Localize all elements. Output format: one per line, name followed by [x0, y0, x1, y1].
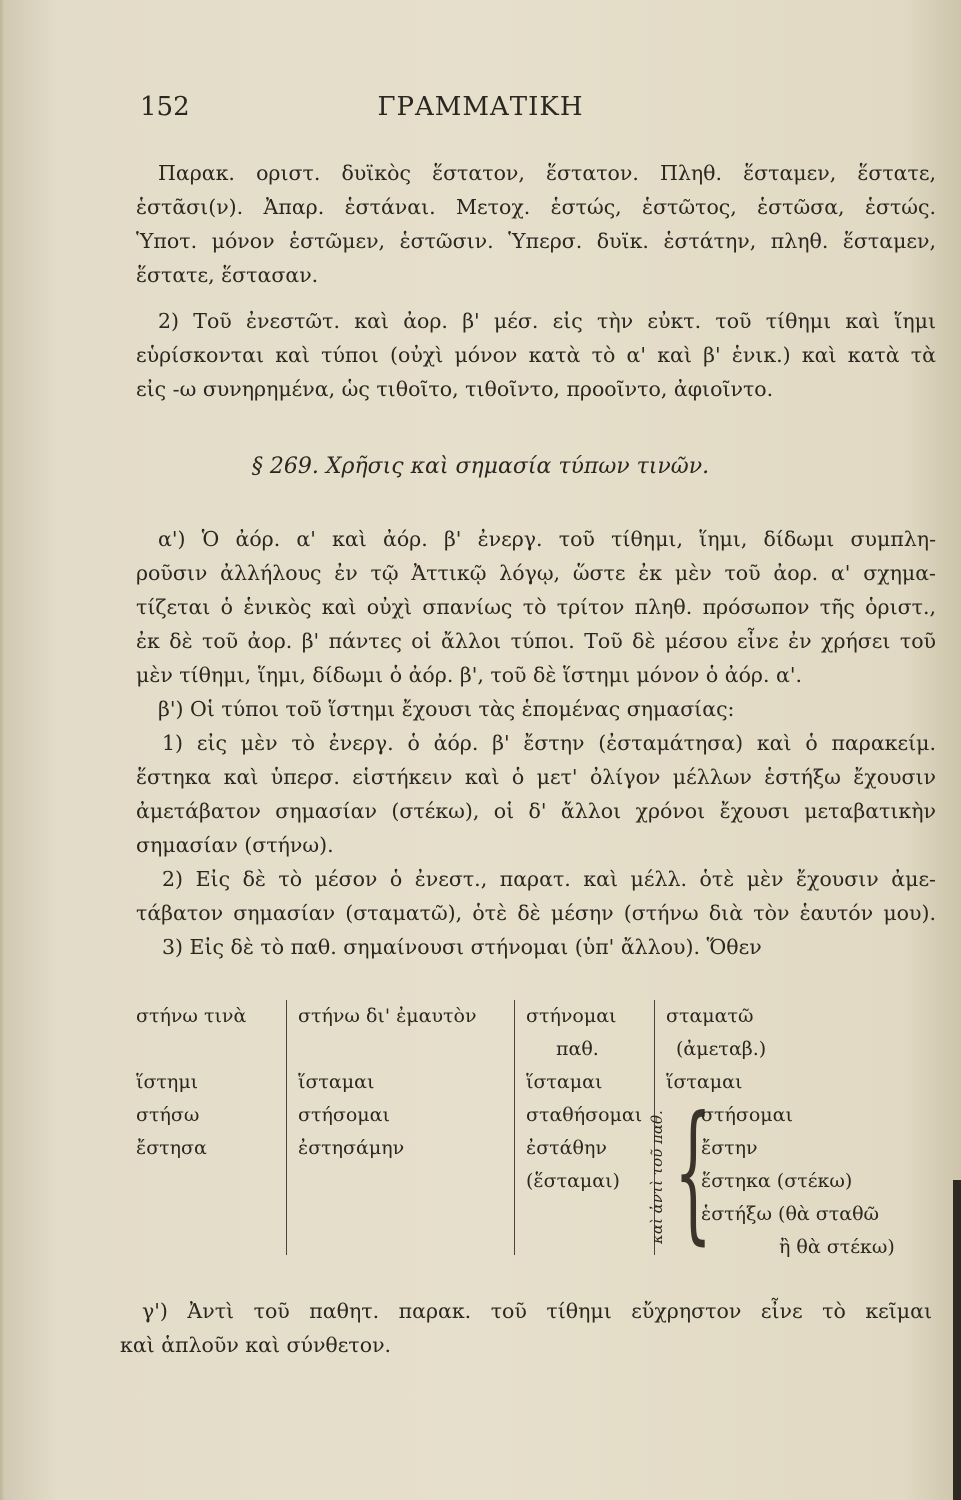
- table-cell: (ἕσταμαι): [526, 1170, 620, 1192]
- text-line: εὑρίσκονται καὶ τύποι (οὐχὶ μόνον κατὰ τὸ α' καὶ β' ἑνικ.) καὶ κατὰ τὰ: [136, 343, 936, 367]
- text-line: ἕστατε, ἕστασαν.: [136, 263, 319, 287]
- text-line: τίζεται ὁ ἑνικὸς καὶ οὐχὶ σπανίως τὸ τρίτον πληθ. πρόσωπον τῆς ὁριστ.,: [136, 595, 936, 619]
- text-line: γ') Ἀντὶ τοῦ παθητ. παρακ. τοῦ τίθημι εὔχρηστον εἶνε τὸ κεῖμαι: [142, 1299, 932, 1323]
- text-line: τάβατον σημασίαν (σταματῶ), ὁτὲ δὲ μέσην (στήνω διὰ τὸν ἑαυτόν μου).: [136, 901, 936, 925]
- column-header: στήνω δι' ἐμαυτὸν: [298, 1005, 477, 1027]
- table-cell: ἕστηκα (στέκω): [701, 1170, 853, 1192]
- text-line: Παρακ. οριστ. δυϊκὸς ἕστατον, ἕστατον. Πληθ. ἕσταμεν, ἕστατε,: [158, 161, 936, 185]
- table-cell: στήσομαι: [298, 1104, 390, 1126]
- text-line: σημασίαν (στήνω).: [136, 833, 334, 857]
- table-column: [526, 1000, 651, 1270]
- running-title: ΓΡΑΜΜΑΤΙΚΗ: [377, 92, 584, 122]
- text-line: 2) Εἰς δὲ τὸ μέσον ὁ ἐνεστ., παρατ. καὶ μέλλ. ὁτὲ μὲν ἔχουσιν ἀμε-: [162, 867, 936, 891]
- page-number: 152: [140, 92, 190, 122]
- table-cell: ἵσταμαι: [298, 1071, 375, 1093]
- column-divider: [286, 1000, 287, 1255]
- table-cell: ἢ θὰ στέκω): [779, 1236, 895, 1258]
- text-line: καὶ ἁπλοῦν καὶ σύνθετον.: [120, 1333, 392, 1357]
- column-header: στήνομαι: [526, 1005, 617, 1027]
- column-header: στήνω τινὰ: [136, 1005, 247, 1027]
- page-edge: [0, 0, 6, 1500]
- table-cell: ἔστην: [701, 1137, 758, 1159]
- text-line: ροῦσιν ἀλλήλους ἐν τῷ Ἀττικῷ λόγῳ, ὥστε ἐκ μὲν τοῦ ἀορ. α' σχημα-: [136, 561, 936, 585]
- page-header: [0, 92, 961, 132]
- binding-edge: [953, 1180, 961, 1500]
- text-line: μὲν τίθημι, ἵημι, δίδωμι ὁ ἀόρ. β', τοῦ δὲ ἵστημι μόνον ὁ ἀόρ. α'.: [136, 663, 802, 687]
- column-header: σταματῶ: [666, 1005, 754, 1027]
- text-line: 1) εἰς μὲν τὸ ἐνεργ. ὁ ἀόρ. β' ἔστην (ἐσταμάτησα) καὶ ὁ παρακείμ.: [162, 731, 936, 755]
- table-column: [298, 1000, 513, 1270]
- table-cell: ἵστημι: [136, 1071, 199, 1093]
- conjugation-table: [136, 1000, 926, 1270]
- table-cell: στήσω: [136, 1104, 200, 1126]
- paragraph-2: [136, 304, 936, 406]
- table-cell: ἐστάθην: [526, 1137, 607, 1159]
- text-line: Ὑποτ. μόνον ἑστῶμεν, ἑστῶσιν. Ὑπερσ. δυϊκ. ἑστάτην, πληθ. ἕσταμεν,: [136, 229, 936, 253]
- text-line: α') Ὁ ἀόρ. α' καὶ ἀόρ. β' ἐνεργ. τοῦ τίθημι, ἵημι, δίδωμι συμπλη-: [158, 527, 936, 551]
- text-line: ἀμετάβατον σημασίαν (στέκω), οἱ δ' ἄλλοι χρόνοι ἔχουσι μεταβατικὴν: [136, 799, 936, 823]
- text-line: β') Οἱ τύποι τοῦ ἵστημι ἔχουσι τὰς ἑπομένας σημασίας:: [158, 697, 735, 721]
- paragraph-alpha: [136, 522, 936, 964]
- brace-icon: {: [674, 1085, 713, 1259]
- table-column: [136, 1000, 286, 1270]
- text-line: ἐκ δὲ τοῦ ἀορ. β' πάντες οἱ ἄλλοι τύποι. Τοῦ δὲ μέσου εἶνε ἐν χρήσει τοῦ: [136, 629, 936, 653]
- table-cell: σταθήσομαι: [526, 1104, 643, 1126]
- brace-group: [701, 1099, 895, 1264]
- text-line: ἑστᾶσι(ν). Ἀπαρ. ἑστάναι. Μετοχ. ἑστώς, ἑστῶτος, ἑστῶσα, ἑστώς.: [136, 195, 936, 219]
- table-cell: στήσομαι: [701, 1104, 793, 1126]
- text-line: 3) Εἰς δὲ τὸ παθ. σημαίνουσι στήνομαι (ὑπ' ἄλλου). Ὅθεν: [162, 935, 762, 959]
- text-line: εἰς -ω συνηρημένα, ὡς τιθοῖτο, τιθοῖντο, προοῖντο, ἀφιοῖντο.: [136, 377, 774, 401]
- column-subheader: (ἀμεταβ.): [676, 1038, 767, 1060]
- table-cell: ἐστησάμην: [298, 1137, 405, 1159]
- text-line: 2) Τοῦ ἐνεστῶτ. καὶ ἀορ. β' μέσ. εἰς τὴν εὐκτ. τοῦ τίθημι καὶ ἵημι: [158, 309, 936, 333]
- table-cell: ἑστήξω (θὰ σταθῶ: [701, 1203, 880, 1225]
- side-label: καὶ ἀντὶ τοῦ παθ.: [648, 1110, 666, 1244]
- column-divider: [514, 1000, 515, 1255]
- paragraph-gamma: [120, 1294, 932, 1362]
- top-paragraph: [136, 156, 936, 292]
- table-cell: ἵσταμαι: [666, 1071, 743, 1093]
- text-line: ἕστηκα καὶ ὑπερσ. εἱστήκειν καὶ ὁ μετ' ὀλίγον μέλλων ἑστήξω ἔχουσιν: [136, 765, 936, 789]
- column-subheader: παθ.: [556, 1038, 599, 1060]
- section-heading: § 269. Χρῆσις καὶ σημασία τύπων τινῶν.: [251, 454, 710, 479]
- table-cell: ἔστησα: [136, 1137, 207, 1159]
- table-cell: ἵσταμαι: [526, 1071, 603, 1093]
